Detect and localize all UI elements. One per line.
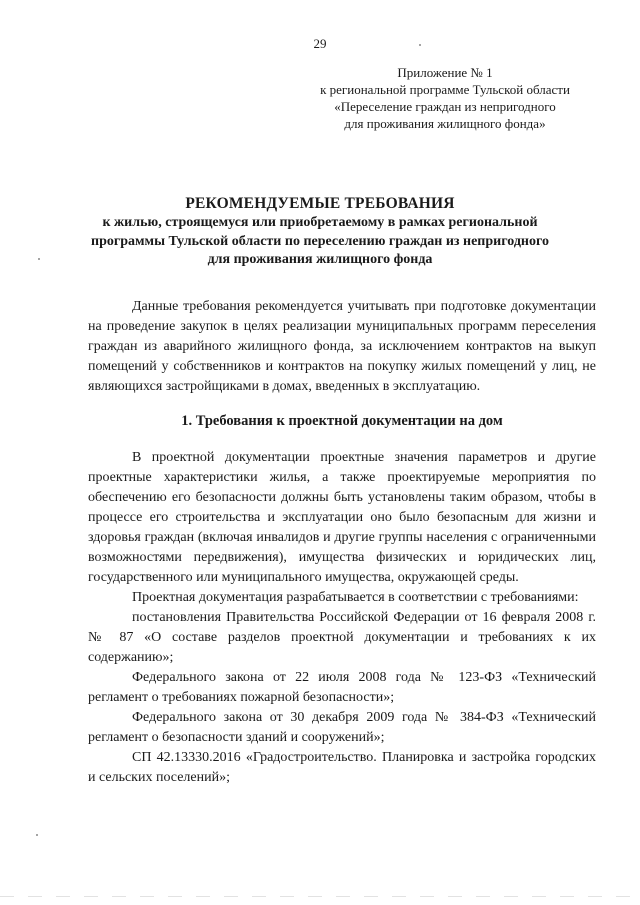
body-paragraph: В проектной документации проектные значения параметров и другие проектные характеристики жилья, а также проектируемые мероприятия по обеспечению его безопасности должны быть установлены таким образом, чтобы в процессе его строительства и эксплуатации оно было безопасным для жизни и здоровья граждан (включая инвалидов и другие группы населения с ограниченными возможностями передвижения), имущества физических и юридических лиц, государственного или муниципального имущества, окружающей среды. — [88, 450, 596, 585]
body-paragraph: постановления Правительства Российской Федерации от 16 февраля 2008 г. № 87 «О составе разделов проектной документации и требованиях к их содержанию»; — [88, 610, 596, 665]
body-paragraph: Федерального закона от 30 декабря 2009 года № 384-ФЗ «Технический регламент о безопасности зданий и сооружений»; — [88, 710, 596, 745]
scan-edge-artifact — [0, 896, 640, 897]
title-sub-line: для проживания жилищного фонда — [207, 252, 433, 267]
title-main: РЕКОМЕНДУЕМЫЕ ТРЕБОВАНИЯ — [185, 195, 455, 212]
annex-line: к региональной программе Тульской области — [320, 82, 570, 97]
body-paragraph: СП 42.13330.2016 «Градостроительство. Планировка и застройка городских и сельских поселений»; — [88, 750, 596, 785]
title-sub-line: к жилью, строящемуся или приобретаемому в рамках региональной — [102, 215, 538, 230]
page-number: 29 — [313, 36, 327, 51]
body-paragraph: Федерального закона от 22 июля 2008 года № 123-ФЗ «Технический регламент о требованиях пожарной безопасности»; — [88, 670, 596, 705]
annex-header — [300, 64, 590, 132]
annex-line: для проживания жилищного фонда» — [344, 116, 546, 131]
scan-speck — [419, 44, 421, 46]
section-heading: 1. Требования к проектной документации на дом — [181, 413, 503, 429]
document-title — [60, 194, 580, 270]
body-paragraph: Проектная документация разрабатывается в соответствии с требованиями: — [132, 590, 579, 605]
annex-line: Приложение № 1 — [397, 65, 493, 80]
title-sub-line: программы Тульской области по переселению граждан из непригодного — [91, 233, 549, 249]
scan-speck — [38, 258, 40, 260]
document-body — [88, 297, 596, 788]
annex-line: «Переселение граждан из непригодного — [334, 99, 556, 114]
scan-speck — [36, 834, 38, 836]
intro-paragraph: Данные требования рекомендуется учитывать при подготовке документации на проведение закупок в целях реализации муниципальных программ переселения граждан из аварийного жилищного фонда, за исключением контрактов на выкуп помещений у собственников и контрактов на покупку жилых помещений у лиц, не являющихся застройщиками в домах, введенных в эксплуатацию. — [88, 299, 596, 394]
